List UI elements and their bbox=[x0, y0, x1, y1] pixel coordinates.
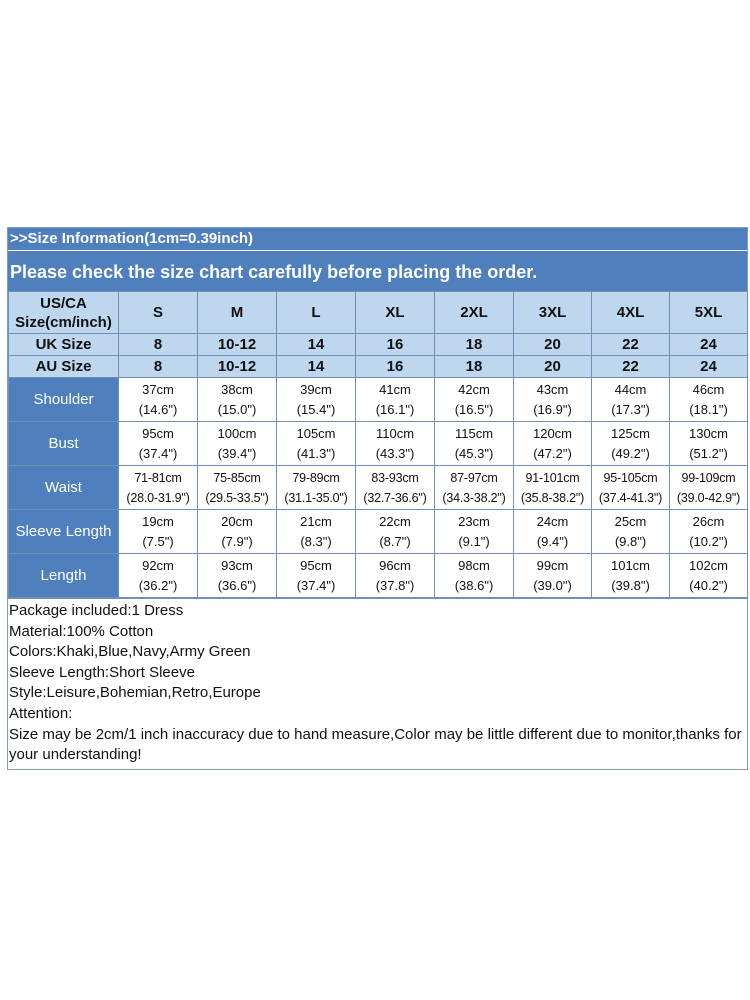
measurement-label: Waist bbox=[9, 466, 119, 510]
au-size-cell: 20 bbox=[514, 356, 592, 378]
measurement-cm: 24cm bbox=[536, 513, 569, 529]
measurement-cm: 22cm bbox=[379, 513, 411, 529]
measurement-cell bbox=[514, 466, 592, 510]
size-header: L bbox=[277, 292, 356, 334]
au-size-cell: 16 bbox=[356, 356, 435, 378]
measurement-inch: (38.6") bbox=[454, 577, 494, 593]
measurement-cell bbox=[514, 554, 592, 598]
measurement-cell bbox=[670, 422, 748, 466]
measurement-cell bbox=[119, 378, 198, 422]
measurement-label: Sleeve Length bbox=[9, 510, 119, 554]
measurement-inch: (15.0") bbox=[217, 401, 257, 417]
uk-size-cell: 16 bbox=[356, 334, 435, 356]
uk-size-cell: 14 bbox=[277, 334, 356, 356]
measurement-cm: 91-101cm bbox=[525, 470, 580, 485]
measurement-inch: (47.2") bbox=[533, 445, 572, 461]
measurement-cell bbox=[277, 510, 356, 554]
measurement-inch: (45.3") bbox=[454, 445, 494, 461]
au-size-cell: 8 bbox=[119, 356, 198, 378]
measurement-cm: 95-105cm bbox=[603, 470, 658, 485]
measurement-cm: 21cm bbox=[300, 513, 332, 529]
size-header: 4XL bbox=[592, 292, 670, 334]
measurement-cm: 95cm bbox=[142, 425, 174, 441]
au-size-label: AU Size bbox=[9, 356, 119, 378]
measurement-label: Bust bbox=[9, 422, 119, 466]
uk-size-cell: 10-12 bbox=[198, 334, 277, 356]
style-info: Style:Leisure,Bohemian,Retro,Europe bbox=[9, 684, 261, 702]
measurement-cell bbox=[356, 554, 435, 598]
measurement-inch: (51.2") bbox=[689, 445, 728, 461]
measurement-inch: (9.4") bbox=[536, 533, 569, 549]
measurement-cell bbox=[277, 466, 356, 510]
measurement-cm: 19cm bbox=[142, 513, 174, 529]
measurement-inch: (37.4-41.3") bbox=[598, 490, 663, 505]
measurement-inch: (31.1-35.0") bbox=[284, 490, 348, 505]
measurement-cm: 115cm bbox=[454, 425, 494, 441]
measurement-cell bbox=[277, 378, 356, 422]
measurement-cell bbox=[119, 466, 198, 510]
size-header: 2XL bbox=[435, 292, 514, 334]
uk-size-row bbox=[9, 334, 748, 356]
measurement-cm: 96cm bbox=[379, 557, 411, 573]
measurement-cm: 79-89cm bbox=[292, 470, 340, 485]
measurement-inch: (37.4") bbox=[296, 577, 336, 593]
au-size-cell: 22 bbox=[592, 356, 670, 378]
measurement-cm: 87-97cm bbox=[450, 470, 498, 485]
measurement-cell bbox=[592, 378, 670, 422]
measurement-inch: (7.5") bbox=[142, 533, 174, 549]
measurement-inch: (39.0-42.9") bbox=[676, 490, 741, 505]
measurement-inch: (35.8-38.2") bbox=[520, 490, 585, 505]
measurement-cm: 110cm bbox=[375, 425, 415, 441]
uk-size-cell: 8 bbox=[119, 334, 198, 356]
measurement-cell bbox=[435, 378, 514, 422]
measurement-cm: 98cm bbox=[458, 557, 490, 573]
measurement-cell bbox=[670, 554, 748, 598]
measurement-inch: (8.7") bbox=[379, 533, 411, 549]
measurement-inch: (16.1") bbox=[375, 401, 415, 417]
measurement-inch: (29.5-33.5") bbox=[205, 490, 269, 505]
attention-note: Size may be 2cm/1 inch inaccuracy due to hand measure,Color may be little different due to monitor,thanks for your understanding! bbox=[9, 725, 742, 764]
sleeve-info: Sleeve Length:Short Sleeve bbox=[9, 663, 195, 681]
measurement-cell bbox=[435, 466, 514, 510]
measurement-cm: 99-109cm bbox=[681, 470, 736, 485]
size-chart bbox=[7, 227, 748, 770]
measurement-cell bbox=[198, 554, 277, 598]
size-table bbox=[8, 291, 748, 598]
measurement-cell bbox=[592, 510, 670, 554]
measurement-inch: (41.3") bbox=[296, 445, 336, 461]
size-header: 5XL bbox=[670, 292, 748, 334]
measurement-cm: 75-85cm bbox=[213, 470, 261, 485]
attention-label: Attention: bbox=[9, 704, 73, 722]
measurement-cell bbox=[119, 510, 198, 554]
measurement-label: Length bbox=[9, 554, 119, 598]
measurement-cell bbox=[356, 378, 435, 422]
measurement-cell bbox=[670, 510, 748, 554]
measurement-cm: 23cm bbox=[458, 513, 490, 529]
size-notice-heading: Please check the size chart carefully before placing the order. bbox=[8, 250, 747, 291]
measurement-cell bbox=[514, 422, 592, 466]
measurement-cell bbox=[670, 378, 748, 422]
measurement-cell bbox=[514, 510, 592, 554]
product-details bbox=[8, 598, 747, 769]
measurement-cell bbox=[592, 554, 670, 598]
measurement-inch: (40.2") bbox=[689, 577, 728, 593]
measurement-inch: (34.3-38.2") bbox=[442, 490, 506, 505]
measurement-cm: 37cm bbox=[142, 381, 174, 397]
measurement-cm: 42cm bbox=[458, 381, 490, 397]
uk-size-cell: 18 bbox=[435, 334, 514, 356]
measurement-inch: (14.6") bbox=[138, 401, 178, 417]
measurement-cm: 83-93cm bbox=[371, 470, 419, 485]
measurement-cell bbox=[198, 422, 277, 466]
uk-size-label: UK Size bbox=[9, 334, 119, 356]
au-size-cell: 14 bbox=[277, 356, 356, 378]
au-size-cell: 24 bbox=[670, 356, 748, 378]
measurement-cm: 46cm bbox=[692, 381, 725, 397]
measurement-cell bbox=[514, 378, 592, 422]
measurement-cm: 102cm bbox=[688, 557, 729, 573]
measurement-inch: (39.0") bbox=[533, 577, 572, 593]
measurement-cm: 26cm bbox=[692, 513, 725, 529]
measurement-cm: 38cm bbox=[221, 381, 253, 397]
measurement-cell bbox=[435, 554, 514, 598]
measurement-row bbox=[9, 510, 748, 554]
measurement-cm: 125cm bbox=[610, 425, 651, 441]
measurement-cell bbox=[277, 554, 356, 598]
measurement-cell bbox=[356, 466, 435, 510]
measurement-inch: (37.8") bbox=[375, 577, 415, 593]
measurement-cm: 120cm bbox=[532, 425, 573, 441]
measurement-cell bbox=[592, 466, 670, 510]
au-size-cell: 18 bbox=[435, 356, 514, 378]
package-info: Package included:1 Dress bbox=[9, 602, 184, 619]
measurement-cm: 92cm bbox=[142, 557, 174, 573]
us-size-label-line2: Size(cm/inch) bbox=[15, 313, 112, 331]
measurement-cm: 43cm bbox=[536, 381, 569, 397]
measurement-cell bbox=[356, 422, 435, 466]
measurement-inch: (17.3") bbox=[611, 401, 650, 417]
measurement-cell bbox=[670, 466, 748, 510]
colors-info: Colors:Khaki,Blue,Navy,Army Green bbox=[9, 643, 251, 661]
uk-size-cell: 20 bbox=[514, 334, 592, 356]
measurement-row bbox=[9, 554, 748, 598]
measurement-cell bbox=[119, 554, 198, 598]
au-size-row bbox=[9, 356, 748, 378]
measurement-cm: 95cm bbox=[300, 557, 332, 573]
measurement-row bbox=[9, 466, 748, 510]
measurement-inch: (18.1") bbox=[689, 401, 728, 417]
measurement-cm: 93cm bbox=[221, 557, 253, 573]
measurement-inch: (7.9") bbox=[221, 533, 253, 549]
measurement-cell bbox=[356, 510, 435, 554]
au-size-cell: 10-12 bbox=[198, 356, 277, 378]
measurement-cm: 39cm bbox=[300, 381, 332, 397]
measurement-inch: (8.3") bbox=[300, 533, 332, 549]
measurement-cell bbox=[435, 422, 514, 466]
measurement-cell bbox=[198, 378, 277, 422]
measurement-inch: (28.0-31.9") bbox=[126, 490, 190, 505]
measurement-inch: (43.3") bbox=[375, 445, 415, 461]
measurement-cell bbox=[592, 422, 670, 466]
measurement-cell bbox=[277, 422, 356, 466]
measurement-cm: 99cm bbox=[536, 557, 569, 573]
uk-size-cell: 22 bbox=[592, 334, 670, 356]
measurement-inch: (36.2") bbox=[138, 577, 178, 593]
measurement-inch: (16.9") bbox=[533, 401, 572, 417]
measurement-inch: (37.4") bbox=[138, 445, 178, 461]
measurement-inch: (9.1") bbox=[458, 533, 490, 549]
measurement-cell bbox=[119, 422, 198, 466]
measurement-inch: (36.6") bbox=[217, 577, 257, 593]
measurement-row bbox=[9, 378, 748, 422]
measurement-inch: (49.2") bbox=[611, 445, 650, 461]
measurement-cm: 105cm bbox=[296, 425, 336, 441]
measurement-cm: 100cm bbox=[217, 425, 257, 441]
measurement-cell bbox=[435, 510, 514, 554]
measurement-cm: 71-81cm bbox=[134, 470, 182, 485]
us-size-label-line1: US/CA bbox=[40, 294, 87, 312]
measurement-inch: (15.4") bbox=[296, 401, 336, 417]
measurement-cell bbox=[198, 466, 277, 510]
size-information-heading: >>Size Information(1cm=0.39inch) bbox=[8, 228, 747, 250]
material-info: Material:100% Cotton bbox=[9, 622, 154, 640]
size-header: 3XL bbox=[514, 292, 592, 334]
us-size-row bbox=[9, 292, 748, 334]
us-size-label bbox=[9, 292, 119, 334]
uk-size-cell: 24 bbox=[670, 334, 748, 356]
measurement-cm: 25cm bbox=[614, 513, 647, 529]
measurement-row bbox=[9, 422, 748, 466]
measurement-inch: (16.5") bbox=[454, 401, 494, 417]
measurement-inch: (32.7-36.6") bbox=[363, 490, 427, 505]
measurement-cm: 130cm bbox=[688, 425, 729, 441]
measurement-inch: (39.4") bbox=[217, 445, 257, 461]
measurement-label: Shoulder bbox=[9, 378, 119, 422]
measurement-cm: 44cm bbox=[614, 381, 647, 397]
size-header: M bbox=[198, 292, 277, 334]
measurement-cm: 20cm bbox=[221, 513, 253, 529]
measurement-inch: (39.8") bbox=[611, 577, 650, 593]
size-header: S bbox=[119, 292, 198, 334]
measurement-cm: 41cm bbox=[379, 381, 411, 397]
measurement-inch: (10.2") bbox=[689, 533, 728, 549]
measurement-cm: 101cm bbox=[610, 557, 651, 573]
measurement-cell bbox=[198, 510, 277, 554]
measurement-inch: (9.8") bbox=[614, 533, 647, 549]
size-header: XL bbox=[356, 292, 435, 334]
